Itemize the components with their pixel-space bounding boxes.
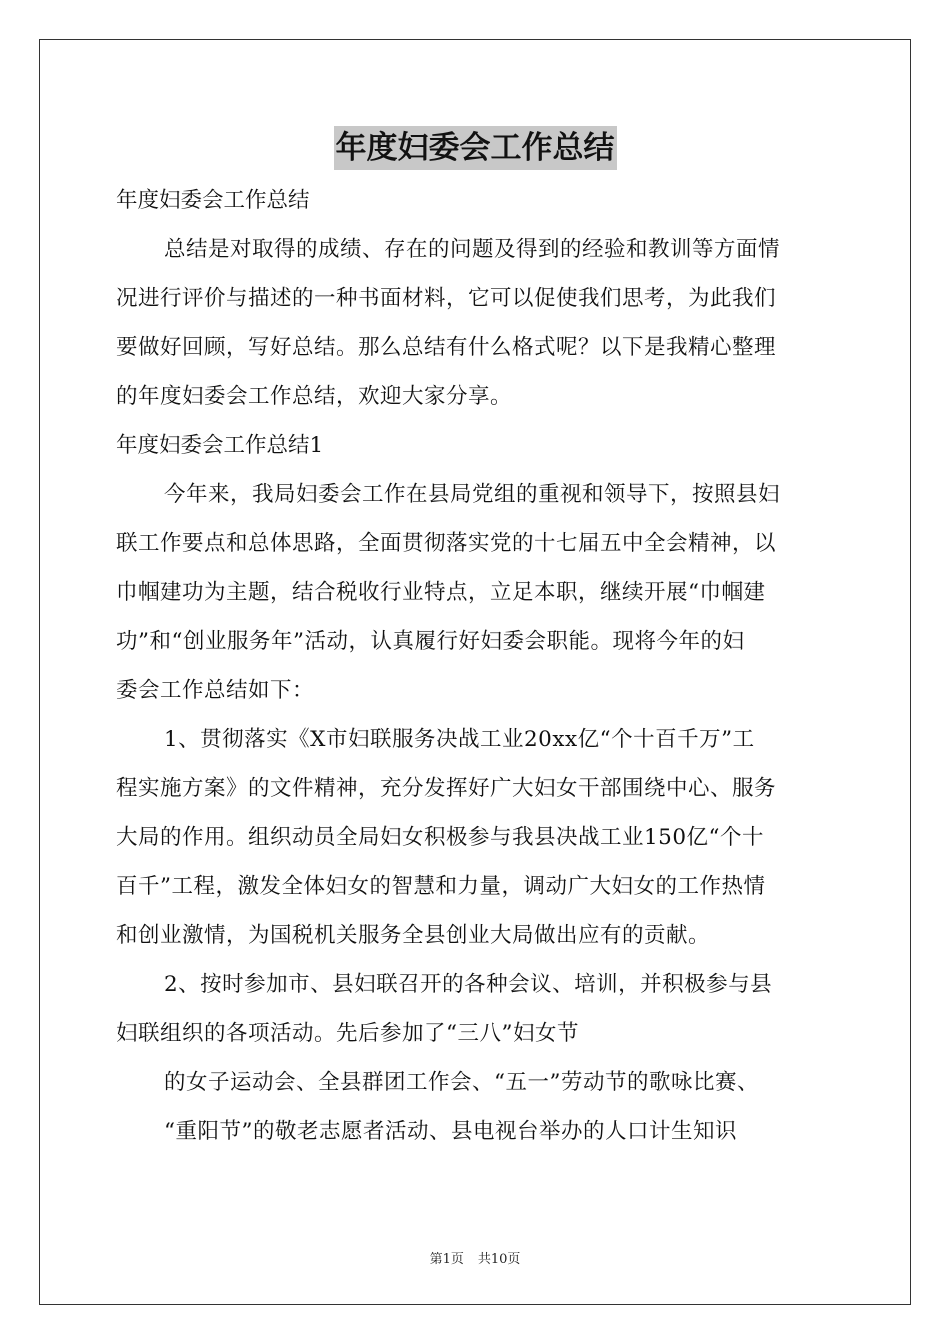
body-line: 总结是对取得的成绩、存在的问题及得到的经验和教训等方面情	[164, 237, 781, 262]
body-line: 委会工作总结如下：	[116, 678, 315, 703]
body-line: 功”和“创业服务年”活动，认真履行好妇委会职能。现将今年的妇	[116, 629, 745, 654]
body-line: 和创业激情，为国税机关服务全县创业大局做出应有的贡献。	[116, 923, 711, 948]
body-line: 大局的作用。组织动员全局妇女积极参与我县决战工业150亿“个十	[116, 825, 765, 850]
body-line: 今年来，我局妇委会工作在县局党组的重视和领导下，按照县妇	[164, 482, 781, 507]
title-container	[0, 126, 950, 170]
page-total: 共10页	[477, 1252, 521, 1267]
body-line: 1、贯彻落实《X市妇联服务决战工业20xx亿“个十百千万”工	[164, 727, 755, 752]
page-footer	[0, 1248, 950, 1267]
body-line: 况进行评价与描述的一种书面材料，它可以促使我们思考，为此我们	[116, 286, 777, 311]
body-line: 巾帼建功为主题，结合税收行业特点，立足本职，继续开展“巾帼建	[116, 580, 766, 605]
body-line: 的年度妇委会工作总结，欢迎大家分享。	[116, 384, 513, 409]
body-line: 百千”工程，激发全体妇女的智慧和力量，调动广大妇女的工作热情	[116, 874, 766, 899]
body-line: 2、按时参加市、县妇联召开的各种会议、培训，并积极参与县	[164, 972, 773, 997]
body-line: 要做好回顾，写好总结。那么总结有什么格式呢？以下是我精心整理	[116, 335, 777, 360]
body-line: 程实施方案》的文件精神，充分发挥好广大妇女干部围绕中心、服务	[116, 776, 777, 801]
body-line: 的女子运动会、全县群团工作会、“五一”劳动节的歌咏比赛、	[164, 1070, 759, 1095]
section-heading: 年度妇委会工作总结1	[116, 433, 324, 458]
body-line: 联工作要点和总体思路，全面贯彻落实党的十七届五中全会精神，以	[116, 531, 777, 556]
document-body	[116, 176, 836, 1156]
document-title: 年度妇委会工作总结	[334, 126, 617, 170]
body-line: “重阳节”的敬老志愿者活动、县电视台举办的人口计生知识	[164, 1119, 737, 1144]
page-number: 第1页	[429, 1252, 464, 1267]
subtitle-line: 年度妇委会工作总结	[116, 188, 310, 213]
body-line: 妇联组织的各项活动。先后参加了“三八”妇女节	[116, 1021, 579, 1046]
